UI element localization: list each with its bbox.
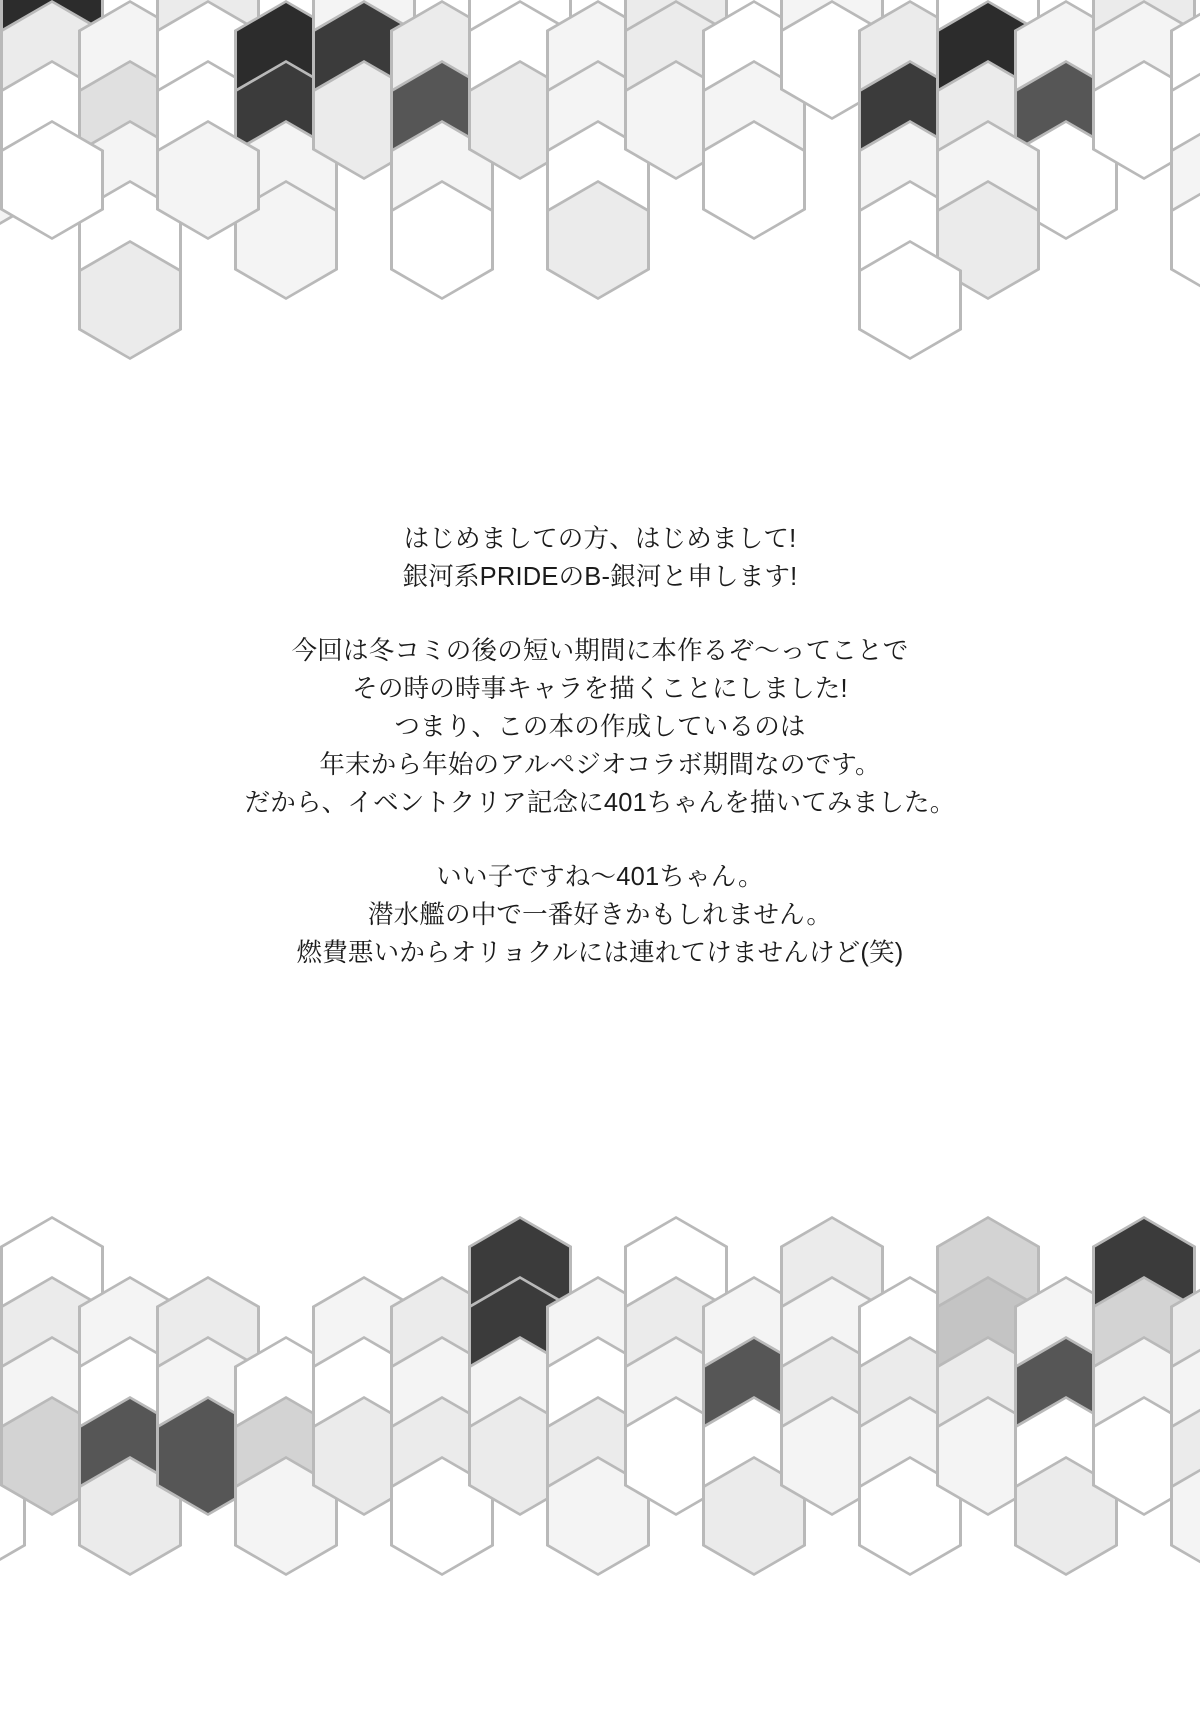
hexagon-fill xyxy=(1173,123,1200,237)
hexagon-tile xyxy=(1014,1336,1118,1456)
hexagon-tile xyxy=(1092,1336,1196,1456)
hexagon-tile xyxy=(468,1276,572,1396)
hexagon-tile xyxy=(390,1276,494,1396)
hexagon-fill xyxy=(0,1279,23,1393)
hexagon-tile xyxy=(78,1456,182,1576)
hexagon-tile xyxy=(624,0,728,120)
hexagon-pattern-bottom xyxy=(0,1216,1200,1736)
hexagon-tile xyxy=(390,1456,494,1576)
hexagon-fill xyxy=(237,1399,335,1513)
hexagon-tile xyxy=(0,60,104,180)
hexagon-fill xyxy=(549,123,647,237)
hexagon-tile xyxy=(936,60,1040,180)
hexagon-tile xyxy=(390,1336,494,1456)
hexagon-tile xyxy=(546,120,650,240)
hexagon-fill xyxy=(627,1219,725,1333)
hexagon-fill xyxy=(0,3,23,117)
hexagon-tile xyxy=(78,1396,182,1516)
hexagon-tile xyxy=(780,1336,884,1456)
hexagon-tile xyxy=(936,1396,1040,1516)
hexagon-fill xyxy=(783,1279,881,1393)
hexagon-fill xyxy=(705,1339,803,1453)
hexagon-fill xyxy=(315,0,413,57)
hexagon-fill xyxy=(237,183,335,297)
hexagon-fill xyxy=(627,0,725,57)
hexagon-tile xyxy=(780,0,884,120)
hexagon-tile xyxy=(78,180,182,300)
hexagon-tile xyxy=(546,1276,650,1396)
hexagon-tile xyxy=(702,1336,806,1456)
hexagon-tile xyxy=(0,120,26,240)
hexagon-fill xyxy=(705,1279,803,1393)
hexagon-tile xyxy=(1092,0,1196,120)
hexagon-fill xyxy=(627,1279,725,1393)
hexagon-fill xyxy=(549,1339,647,1453)
hexagon-fill xyxy=(1095,63,1193,177)
hexagon-fill xyxy=(627,63,725,177)
hexagon-tile xyxy=(1014,1396,1118,1516)
hexagon-fill xyxy=(393,3,491,117)
hexagon-fill xyxy=(939,3,1037,117)
hexagon-tile xyxy=(858,180,962,300)
hexagon-fill xyxy=(471,0,569,57)
hexagon-fill xyxy=(3,1219,101,1333)
hexagon-tile xyxy=(858,120,962,240)
hexagon-fill xyxy=(159,3,257,117)
hexagon-fill xyxy=(549,183,647,297)
hexagon-fill xyxy=(81,3,179,117)
hexagon-tile xyxy=(1092,60,1196,180)
hexagon-fill xyxy=(237,1459,335,1573)
hexagon-tile xyxy=(390,180,494,300)
hexagon-tile xyxy=(78,1336,182,1456)
hexagon-tile xyxy=(312,60,416,180)
hexagon-fill xyxy=(861,3,959,117)
hexagon-tile xyxy=(936,180,1040,300)
hexagon-fill xyxy=(1173,3,1200,117)
hexagon-fill xyxy=(315,3,413,117)
hexagon-fill xyxy=(81,123,179,237)
hexagon-fill xyxy=(705,3,803,117)
hexagon-fill xyxy=(939,1219,1037,1333)
hexagon-fill xyxy=(1095,1399,1193,1513)
hexagon-fill xyxy=(627,3,725,117)
hexagon-fill xyxy=(1017,1339,1115,1453)
hexagon-tile xyxy=(312,1336,416,1456)
hexagon-fill xyxy=(0,1339,23,1453)
hexagon-tile xyxy=(1170,1456,1200,1576)
hexagon-tile xyxy=(0,1396,26,1516)
afterword-line: つまり、この本の作成しているのは xyxy=(394,713,806,741)
hexagon-tile xyxy=(1170,60,1200,180)
hexagon-fill xyxy=(1017,63,1115,177)
hexagon-fill xyxy=(3,1399,101,1513)
hexagon-tile xyxy=(858,240,962,360)
hexagon-fill xyxy=(1173,63,1200,177)
hexagon-fill xyxy=(939,1399,1037,1513)
hexagon-tile xyxy=(0,120,104,240)
hexagon-tile xyxy=(234,1396,338,1516)
hexagon-tile xyxy=(1170,120,1200,240)
hexagon-fill xyxy=(471,1279,569,1393)
hexagon-tile xyxy=(78,60,182,180)
hexagon-tile xyxy=(312,1396,416,1516)
hexagon-tile xyxy=(702,1456,806,1576)
hexagon-fill xyxy=(3,63,101,177)
afterword-line: 潜水艦の中で一番好きかもしれません。 xyxy=(367,901,833,929)
hexagon-tile xyxy=(156,1276,260,1396)
hexagon-fill xyxy=(1173,183,1200,297)
hexagon-tile xyxy=(390,60,494,180)
hexagon-tile xyxy=(624,1336,728,1456)
hexagon-tile xyxy=(624,1216,728,1336)
hexagon-tile xyxy=(858,0,962,120)
hexagon-fill xyxy=(315,1339,413,1453)
hexagon-fill xyxy=(471,1399,569,1513)
hexagon-fill xyxy=(939,1339,1037,1453)
hexagon-fill xyxy=(3,3,101,117)
hexagon-fill xyxy=(0,1399,23,1513)
hexagon-fill xyxy=(81,63,179,177)
hexagon-fill xyxy=(237,1339,335,1453)
hexagon-tile xyxy=(624,0,728,60)
hexagon-fill xyxy=(861,1459,959,1573)
hexagon-fill xyxy=(939,123,1037,237)
hexagon-tile xyxy=(780,1276,884,1396)
hexagon-tile xyxy=(702,60,806,180)
hexagon-tile xyxy=(702,1396,806,1516)
hexagon-tile xyxy=(936,0,1040,60)
hexagon-fill xyxy=(1095,0,1193,57)
hexagon-tile xyxy=(468,1336,572,1456)
hexagon-fill xyxy=(237,3,335,117)
hexagon-tile xyxy=(858,60,962,180)
hexagon-tile xyxy=(780,1216,884,1336)
hexagon-fill xyxy=(1095,1339,1193,1453)
afterword-paragraph xyxy=(0,632,1200,822)
hexagon-fill xyxy=(705,123,803,237)
hexagon-tile xyxy=(1014,1456,1118,1576)
hexagon-fill xyxy=(393,123,491,237)
hexagon-fill xyxy=(1017,1459,1115,1573)
hexagon-tile xyxy=(0,0,26,120)
hexagon-fill xyxy=(939,1279,1037,1393)
hexagon-tile xyxy=(390,1396,494,1516)
hexagon-tile xyxy=(0,1336,26,1456)
afterword-line: 燃費悪いからオリョクルには連れてけませんけど(笑) xyxy=(296,939,904,967)
hexagon-tile xyxy=(702,0,806,120)
hexagon-tile xyxy=(546,0,650,120)
hexagon-fill xyxy=(393,63,491,177)
hexagon-tile xyxy=(936,120,1040,240)
hexagon-tile xyxy=(234,1336,338,1456)
hexagon-fill xyxy=(1017,123,1115,237)
hexagon-tile xyxy=(780,1396,884,1516)
hexagon-fill xyxy=(783,1399,881,1513)
hexagon-tile xyxy=(78,120,182,240)
hexagon-fill xyxy=(861,183,959,297)
hexagon-fill xyxy=(549,1459,647,1573)
hexagon-tile xyxy=(0,0,104,120)
hexagon-fill xyxy=(81,1339,179,1453)
hexagon-tile xyxy=(546,1456,650,1576)
hexagon-tile xyxy=(1170,1336,1200,1456)
hexagon-fill xyxy=(159,63,257,177)
hexagon-tile xyxy=(858,1276,962,1396)
hexagon-fill xyxy=(159,1339,257,1453)
hexagon-tile xyxy=(1092,1216,1196,1336)
hexagon-fill xyxy=(861,123,959,237)
hexagon-fill xyxy=(549,63,647,177)
hexagon-fill xyxy=(1017,1279,1115,1393)
hexagon-fill xyxy=(1017,3,1115,117)
hexagon-tile xyxy=(78,240,182,360)
hexagon-tile xyxy=(858,1396,962,1516)
hexagon-fill xyxy=(1173,1459,1200,1573)
hexagon-tile xyxy=(546,1336,650,1456)
hexagon-fill xyxy=(81,1279,179,1393)
hexagon-tile xyxy=(1092,1396,1196,1516)
hexagon-tile xyxy=(624,60,728,180)
hexagon-tile xyxy=(156,0,260,120)
hexagon-fill xyxy=(0,63,23,177)
hexagon-tile xyxy=(936,1216,1040,1336)
hexagon-tile xyxy=(468,60,572,180)
hexagon-tile xyxy=(0,60,26,180)
afterword-paragraph xyxy=(0,520,1200,596)
hexagon-tile xyxy=(1170,180,1200,300)
hexagon-fill xyxy=(81,1399,179,1513)
hexagon-fill xyxy=(861,243,959,357)
hexagon-tile xyxy=(0,1276,26,1396)
hexagon-fill xyxy=(315,1399,413,1513)
hexagon-tile xyxy=(1014,0,1118,120)
hexagon-tile xyxy=(0,0,104,60)
hexagon-tile xyxy=(78,0,182,120)
hexagon-tile xyxy=(468,1396,572,1516)
hexagon-tile xyxy=(936,1336,1040,1456)
hexagon-fill xyxy=(627,1339,725,1453)
hexagon-fill xyxy=(1173,1279,1200,1393)
hexagon-fill xyxy=(159,123,257,237)
hexagon-fill xyxy=(3,1339,101,1453)
hexagon-fill xyxy=(237,63,335,177)
hexagon-fill xyxy=(3,1279,101,1393)
afterword-line: 銀河系PRIDEのB-銀河と申します! xyxy=(402,563,798,591)
hexagon-tile xyxy=(1170,1276,1200,1396)
hexagon-fill xyxy=(783,0,881,57)
hexagon-tile xyxy=(1014,60,1118,180)
hexagon-fill xyxy=(705,1459,803,1573)
hexagon-fill xyxy=(159,1279,257,1393)
hexagon-tile xyxy=(156,1396,260,1516)
hexagon-fill xyxy=(471,1339,569,1453)
hexagon-fill xyxy=(861,1399,959,1513)
hexagon-fill xyxy=(393,1459,491,1573)
hexagon-fill xyxy=(783,3,881,117)
hexagon-fill xyxy=(393,1279,491,1393)
hexagon-fill xyxy=(1095,1279,1193,1393)
hexagon-fill xyxy=(471,3,569,117)
hexagon-fill xyxy=(783,1219,881,1333)
hexagon-tile xyxy=(1170,1396,1200,1516)
hexagon-tile xyxy=(1014,120,1118,240)
hexagon-tile xyxy=(156,1336,260,1456)
afterword-line: いい子ですね〜401ちゃん。 xyxy=(436,863,764,891)
hexagon-tile xyxy=(234,180,338,300)
hexagon-fill xyxy=(861,63,959,177)
hexagon-fill xyxy=(1095,3,1193,117)
hexagon-tile xyxy=(234,1456,338,1576)
hexagon-tile xyxy=(0,1216,104,1336)
hexagon-fill xyxy=(393,1339,491,1453)
hexagon-pattern-top xyxy=(0,0,1200,430)
hexagon-tile xyxy=(234,120,338,240)
hexagon-fill xyxy=(939,63,1037,177)
hexagon-fill xyxy=(783,1339,881,1453)
hexagon-tile xyxy=(546,180,650,300)
hexagon-tile xyxy=(702,1276,806,1396)
hexagon-fill xyxy=(471,1219,569,1333)
hexagon-fill xyxy=(471,63,569,177)
hexagon-fill xyxy=(393,183,491,297)
hexagon-tile xyxy=(390,0,494,120)
afterword-paragraph xyxy=(0,858,1200,972)
hexagon-fill xyxy=(549,3,647,117)
hexagon-tile xyxy=(624,1396,728,1516)
afterword-line: その時の時事キャラを描くことにしました! xyxy=(352,675,848,703)
hexagon-tile xyxy=(936,1276,1040,1396)
hexagon-tile xyxy=(234,60,338,180)
hexagon-fill xyxy=(1173,1339,1200,1453)
hexagon-fill xyxy=(159,1399,257,1513)
hexagon-tile xyxy=(468,1216,572,1336)
hexagon-tile xyxy=(390,120,494,240)
hexagon-fill xyxy=(939,183,1037,297)
afterword-line: 年末から年始のアルペジオコラボ期間なのです。 xyxy=(319,751,881,779)
hexagon-tile xyxy=(624,1276,728,1396)
hexagon-fill xyxy=(861,1339,959,1453)
hexagon-tile xyxy=(468,0,572,60)
hexagon-tile xyxy=(156,60,260,180)
hexagon-fill xyxy=(393,1399,491,1513)
hexagon-fill xyxy=(81,1459,179,1573)
hexagon-fill xyxy=(237,123,335,237)
hexagon-tile xyxy=(858,1336,962,1456)
hexagon-tile xyxy=(0,1396,104,1516)
hexagon-tile xyxy=(858,1456,962,1576)
hexagon-fill xyxy=(705,1399,803,1513)
hexagon-fill xyxy=(315,1279,413,1393)
hexagon-tile xyxy=(546,1396,650,1516)
afterword-line: 今回は冬コミの後の短い期間に本作るぞ〜ってことで xyxy=(291,637,909,665)
hexagon-fill xyxy=(1173,1399,1200,1513)
hexagon-tile xyxy=(1092,1276,1196,1396)
hexagon-tile xyxy=(312,0,416,60)
afterword-line: はじめましての方、はじめまして! xyxy=(403,525,797,553)
hexagon-fill xyxy=(159,0,257,57)
hexagon-tile xyxy=(0,1456,26,1576)
hexagon-fill xyxy=(627,1399,725,1513)
hexagon-tile xyxy=(234,0,338,120)
afterword-line: だから、イベントクリア記念に401ちゃんを描いてみました。 xyxy=(244,789,956,817)
hexagon-fill xyxy=(549,1399,647,1513)
hexagon-fill xyxy=(861,1279,959,1393)
hexagon-fill xyxy=(939,0,1037,57)
hexagon-fill xyxy=(81,183,179,297)
hexagon-fill xyxy=(1095,1219,1193,1333)
hexagon-fill xyxy=(0,123,23,237)
hexagon-tile xyxy=(156,120,260,240)
afterword-text-block xyxy=(0,520,1200,972)
hexagon-tile xyxy=(0,1336,104,1456)
hexagon-fill xyxy=(315,63,413,177)
hexagon-tile xyxy=(468,0,572,120)
hexagon-tile xyxy=(702,120,806,240)
hexagon-fill xyxy=(1017,1399,1115,1513)
hexagon-tile xyxy=(156,0,260,60)
hexagon-tile xyxy=(1092,0,1196,60)
hexagon-tile xyxy=(1014,1276,1118,1396)
hexagon-fill xyxy=(3,123,101,237)
hexagon-tile xyxy=(312,0,416,120)
hexagon-tile xyxy=(312,1276,416,1396)
hexagon-tile xyxy=(936,0,1040,120)
hexagon-fill xyxy=(0,1459,23,1573)
hexagon-fill xyxy=(3,0,101,57)
hexagon-tile xyxy=(780,0,884,60)
hexagon-fill xyxy=(705,63,803,177)
hexagon-tile xyxy=(78,1276,182,1396)
hexagon-tile xyxy=(0,1276,104,1396)
hexagon-tile xyxy=(1170,0,1200,120)
hexagon-fill xyxy=(549,1279,647,1393)
hexagon-fill xyxy=(81,243,179,357)
hexagon-tile xyxy=(546,60,650,180)
